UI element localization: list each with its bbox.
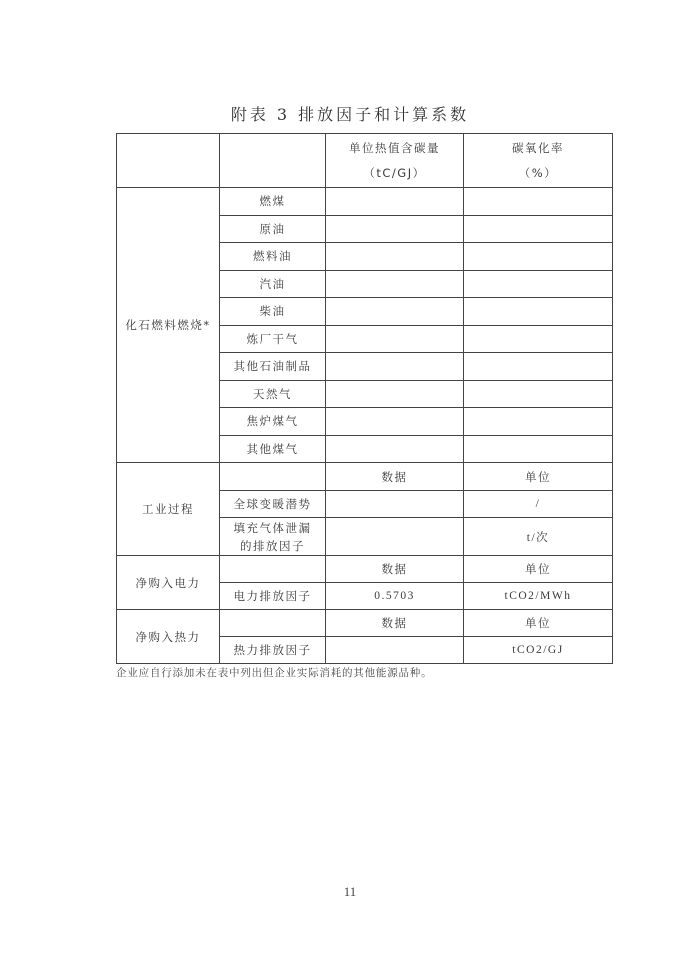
data-column-label: 数据 <box>326 610 464 637</box>
table-row <box>117 188 613 216</box>
value-cell[interactable] <box>464 408 613 436</box>
value-cell[interactable] <box>326 435 464 463</box>
header-oxidation-rate-label: 碳氧化率 <box>512 140 564 155</box>
value-cell[interactable] <box>326 243 464 271</box>
value-cell[interactable] <box>326 518 464 556</box>
header-carbon-content <box>326 134 464 188</box>
value-cell[interactable] <box>464 435 613 463</box>
unit-column-label: 单位 <box>464 556 613 583</box>
heat-factor-label: 热力排放因子 <box>220 637 326 664</box>
table-row <box>117 463 613 491</box>
fuel-name: 焦炉煤气 <box>220 408 326 436</box>
fuel-name: 炼厂干气 <box>220 325 326 353</box>
header-carbon-content-unit: （tC/GJ） <box>363 165 426 180</box>
value-cell[interactable] <box>464 380 613 408</box>
value-cell[interactable] <box>326 491 464 518</box>
page-number: 11 <box>343 884 357 899</box>
gwp-label: 全球变暖潜势 <box>220 491 326 518</box>
header-oxidation-rate-unit: （%） <box>518 165 558 180</box>
value-cell[interactable] <box>326 298 464 326</box>
leak-factor-label <box>220 518 326 556</box>
header-blank-cell <box>220 134 326 188</box>
emission-factor-table <box>116 133 613 664</box>
blank-cell <box>220 610 326 637</box>
value-cell[interactable] <box>464 298 613 326</box>
table-row <box>117 610 613 637</box>
leak-factor-label-line2: 的排放因子 <box>240 538 305 553</box>
value-cell[interactable] <box>464 188 613 216</box>
value-cell[interactable] <box>326 408 464 436</box>
fuel-name: 燃煤 <box>220 188 326 216</box>
value-cell[interactable] <box>326 188 464 216</box>
table-title: 附表 3 排放因子和计算系数 <box>230 105 470 124</box>
header-carbon-content-label: 单位热值含碳量 <box>349 140 440 155</box>
fuel-name: 原油 <box>220 215 326 243</box>
data-column-label: 数据 <box>326 463 464 491</box>
fuel-name: 柴油 <box>220 298 326 326</box>
table-footnote: 企业应自行添加未在表中列出但企业实际消耗的其他能源品种。 <box>116 667 433 679</box>
blank-cell <box>220 556 326 583</box>
fuel-name: 燃料油 <box>220 243 326 271</box>
electricity-factor-label: 电力排放因子 <box>220 583 326 610</box>
category-purchased-electricity: 净购入电力 <box>117 556 220 610</box>
header-blank-cell <box>117 134 220 188</box>
header-oxidation-rate <box>464 134 613 188</box>
electricity-factor-value[interactable]: 0.5703 <box>326 583 464 610</box>
gwp-unit: / <box>464 491 613 518</box>
category-purchased-heat: 净购入热力 <box>117 610 220 664</box>
blank-cell <box>220 463 326 491</box>
value-cell[interactable] <box>464 270 613 298</box>
value-cell[interactable] <box>326 270 464 298</box>
value-cell[interactable] <box>464 243 613 271</box>
category-fossil-fuel: 化石燃料燃烧* <box>117 188 220 463</box>
unit-column-label: 单位 <box>464 463 613 491</box>
data-column-label: 数据 <box>326 556 464 583</box>
value-cell[interactable] <box>464 215 613 243</box>
electricity-factor-unit: tCO2/MWh <box>464 583 613 610</box>
leak-factor-unit: t/次 <box>464 518 613 556</box>
value-cell[interactable] <box>326 215 464 243</box>
value-cell[interactable] <box>464 353 613 381</box>
category-industrial-process: 工业过程 <box>117 463 220 556</box>
value-cell[interactable] <box>326 353 464 381</box>
value-cell[interactable] <box>326 325 464 353</box>
unit-column-label: 单位 <box>464 610 613 637</box>
fuel-name: 其他煤气 <box>220 435 326 463</box>
heat-factor-value[interactable] <box>326 637 464 664</box>
fuel-name: 其他石油制品 <box>220 353 326 381</box>
value-cell[interactable] <box>326 380 464 408</box>
leak-factor-label-line1: 填充气体泄漏 <box>233 520 312 535</box>
fuel-name: 天然气 <box>220 380 326 408</box>
table-row <box>117 556 613 583</box>
value-cell[interactable] <box>464 325 613 353</box>
fuel-name: 汽油 <box>220 270 326 298</box>
heat-factor-unit: tCO2/GJ <box>464 637 613 664</box>
table-header-row <box>117 134 613 188</box>
